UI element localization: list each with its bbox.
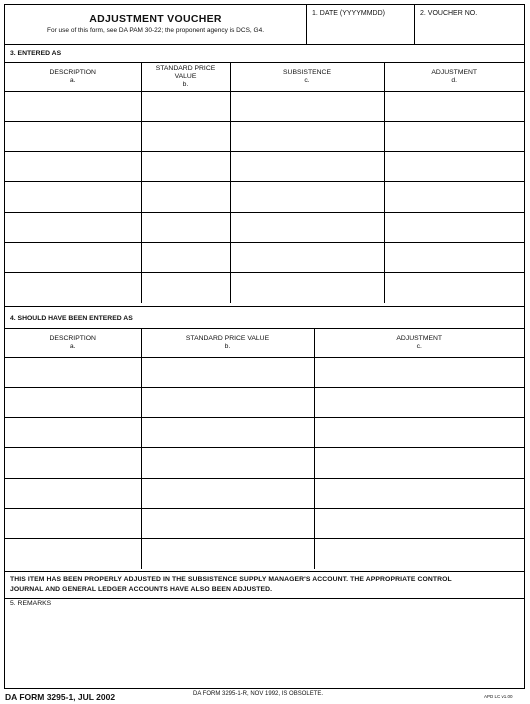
- table-row: [5, 448, 524, 478]
- description-cell[interactable]: [5, 539, 141, 569]
- remarks-field[interactable]: [5, 599, 524, 688]
- adjustment-voucher-form: [4, 4, 525, 689]
- should-have-been-entered-table: [5, 329, 524, 569]
- description-cell[interactable]: [5, 182, 141, 212]
- form-number: DA FORM 3295-1, JUL 2002: [5, 692, 116, 702]
- col-subsistence: SUBSISTENCE c.: [230, 63, 384, 91]
- subsistence-cell[interactable]: [230, 152, 384, 182]
- subsistence-cell[interactable]: [230, 212, 384, 242]
- standard-price-cell[interactable]: [141, 539, 314, 569]
- remarks-label: 5. REMARKS: [10, 600, 52, 607]
- description-cell[interactable]: [5, 357, 141, 387]
- entered-as-table: [5, 63, 524, 303]
- table-row: [5, 478, 524, 508]
- table-row: [5, 182, 524, 212]
- table-row: [5, 508, 524, 538]
- adjustment-cell[interactable]: [384, 121, 524, 151]
- standard-price-cell[interactable]: [141, 212, 230, 242]
- standard-price-cell[interactable]: [141, 152, 230, 182]
- date-field[interactable]: [307, 5, 415, 44]
- description-cell[interactable]: [5, 152, 141, 182]
- description-cell[interactable]: [5, 242, 141, 272]
- date-label: 1. DATE (YYYYMMDD): [312, 10, 385, 17]
- section-3-label: 3. ENTERED AS: [5, 45, 524, 63]
- table-row: [5, 539, 524, 569]
- subsistence-cell[interactable]: [230, 182, 384, 212]
- standard-price-cell[interactable]: [141, 357, 314, 387]
- section-4-label: 4. SHOULD HAVE BEEN ENTERED AS: [5, 306, 524, 329]
- adjustment-cell[interactable]: [384, 212, 524, 242]
- table-row: [5, 418, 524, 448]
- table-row: [5, 242, 524, 272]
- adjustment-cell[interactable]: [384, 242, 524, 272]
- standard-price-cell[interactable]: [141, 273, 230, 303]
- subsistence-cell[interactable]: [230, 91, 384, 121]
- standard-price-cell[interactable]: [141, 448, 314, 478]
- description-cell[interactable]: [5, 508, 141, 538]
- subsistence-cell[interactable]: [230, 242, 384, 272]
- col-adjustment: ADJUSTMENT d.: [384, 63, 524, 91]
- voucher-number-label: 2. VOUCHER NO.: [420, 10, 478, 17]
- table-row: [5, 91, 524, 121]
- col-standard-price-value: STANDARD PRICE VALUE b.: [141, 329, 314, 357]
- standard-price-cell[interactable]: [141, 242, 230, 272]
- title-block: [5, 5, 307, 44]
- obsolete-note: DA FORM 3295-1-R, NOV 1992, IS OBSOLETE.: [193, 691, 324, 697]
- adjustment-cell[interactable]: [314, 508, 524, 538]
- description-cell[interactable]: [5, 448, 141, 478]
- entered-as-header-row: [5, 63, 524, 91]
- version-label: APD LC v1.00: [484, 694, 513, 699]
- should-have-been-header-row: [5, 329, 524, 357]
- standard-price-cell[interactable]: [141, 478, 314, 508]
- table-row: [5, 273, 524, 303]
- form-title: ADJUSTMENT VOUCHER: [89, 13, 222, 25]
- certification-line-1: THIS ITEM HAS BEEN PROPERLY ADJUSTED IN THE SUBSISTENCE SUPPLY MANAGER'S ACCOUNT. THE APPROPRIATE CONTROL: [10, 576, 452, 583]
- adjustment-cell[interactable]: [314, 448, 524, 478]
- col-standard-price-value: STANDARD PRICE VALUE b.: [141, 63, 230, 91]
- subsistence-cell[interactable]: [230, 121, 384, 151]
- adjustment-cell[interactable]: [384, 273, 524, 303]
- adjustment-cell[interactable]: [314, 478, 524, 508]
- adjustment-cell[interactable]: [314, 357, 524, 387]
- standard-price-cell[interactable]: [141, 508, 314, 538]
- certification-statement: [5, 571, 524, 599]
- description-cell[interactable]: [5, 212, 141, 242]
- voucher-number-field[interactable]: [415, 5, 524, 44]
- col-description: DESCRIPTION a.: [5, 329, 141, 357]
- table-row: [5, 152, 524, 182]
- col-description: DESCRIPTION a.: [5, 63, 141, 91]
- standard-price-cell[interactable]: [141, 121, 230, 151]
- table-row: [5, 357, 524, 387]
- description-cell[interactable]: [5, 478, 141, 508]
- adjustment-cell[interactable]: [384, 152, 524, 182]
- adjustment-cell[interactable]: [314, 418, 524, 448]
- description-cell[interactable]: [5, 121, 141, 151]
- table-row: [5, 387, 524, 417]
- table-row: [5, 212, 524, 242]
- adjustment-cell[interactable]: [314, 387, 524, 417]
- standard-price-cell[interactable]: [141, 418, 314, 448]
- standard-price-cell[interactable]: [141, 91, 230, 121]
- certification-line-2: JOURNAL AND GENERAL LEDGER ACCOUNTS HAVE ALSO BEEN ADJUSTED.: [10, 586, 273, 593]
- description-cell[interactable]: [5, 418, 141, 448]
- adjustment-cell[interactable]: [314, 539, 524, 569]
- form-subtitle: For use of this form, see DA PAM 30-22; the proponent agency is DCS, G4.: [46, 27, 264, 34]
- adjustment-cell[interactable]: [384, 91, 524, 121]
- standard-price-cell[interactable]: [141, 387, 314, 417]
- col-adjustment: ADJUSTMENT c.: [314, 329, 524, 357]
- description-cell[interactable]: [5, 91, 141, 121]
- description-cell[interactable]: [5, 273, 141, 303]
- adjustment-cell[interactable]: [384, 182, 524, 212]
- standard-price-cell[interactable]: [141, 182, 230, 212]
- subsistence-cell[interactable]: [230, 273, 384, 303]
- form-header: [5, 5, 524, 45]
- table-row: [5, 121, 524, 151]
- description-cell[interactable]: [5, 387, 141, 417]
